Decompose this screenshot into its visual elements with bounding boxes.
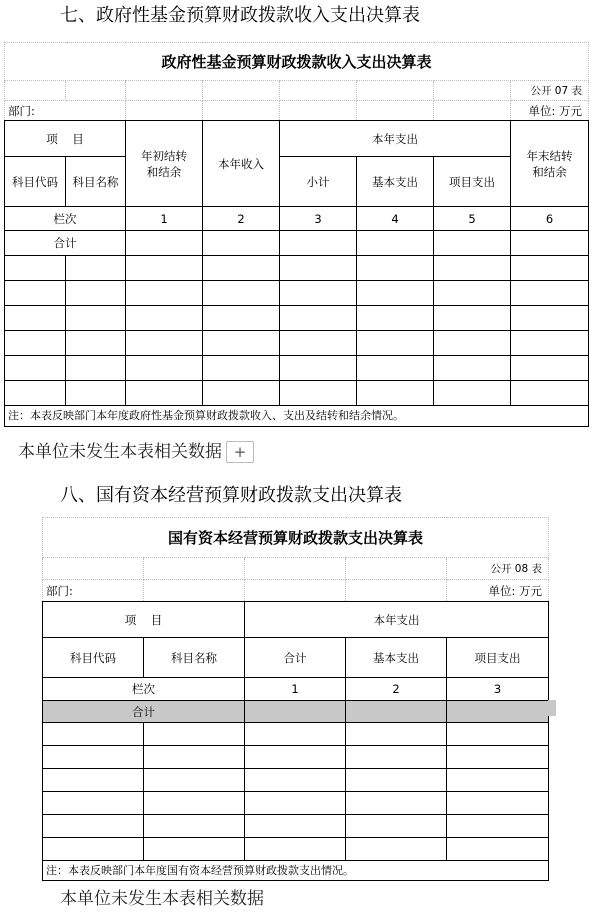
table-row xyxy=(5,381,589,406)
col-item: 项 目 xyxy=(5,121,126,157)
table-row xyxy=(43,838,549,861)
form-code: 公开 07 表 xyxy=(511,81,589,101)
col-begin-balance: 年初结转和结余 xyxy=(126,121,203,207)
table-row xyxy=(43,815,549,838)
col-item: 项 目 xyxy=(43,602,245,638)
dept-label: 部门: xyxy=(5,101,126,121)
section8-table-title: 国有资本经营预算财政拨款支出决算表 xyxy=(43,518,549,558)
unit-label: 单位: 万元 xyxy=(447,580,549,602)
unit-label: 单位: 万元 xyxy=(511,101,589,121)
col-code: 科目代码 xyxy=(43,638,144,678)
num-6: 6 xyxy=(511,207,589,231)
col-basic: 基本支出 xyxy=(357,157,434,207)
section8-table xyxy=(42,517,549,881)
table-row xyxy=(43,769,549,792)
table-row xyxy=(5,256,589,281)
table-row xyxy=(43,723,549,746)
gray-row-overflow xyxy=(548,700,556,716)
col-expense: 本年支出 xyxy=(245,602,549,638)
section7-footnote: 注：本表反映部门本年度政府性基金预算财政拨款收入、支出及结转和结余情况。 xyxy=(5,406,589,427)
col-project: 项目支出 xyxy=(434,157,511,207)
row-lanci: 栏次 xyxy=(5,207,126,231)
col-end-balance: 年末结转和结余 xyxy=(511,121,589,207)
col-name: 科目名称 xyxy=(66,157,126,207)
num-2: 2 xyxy=(346,678,447,701)
num-1: 1 xyxy=(245,678,346,701)
col-total: 合计 xyxy=(245,638,346,678)
col-project: 项目支出 xyxy=(447,638,549,678)
col-income: 本年收入 xyxy=(203,121,280,207)
dept-label: 部门: xyxy=(43,580,144,602)
table-row xyxy=(5,356,589,381)
table-row xyxy=(43,792,549,815)
table-row xyxy=(5,331,589,356)
plus-icon[interactable]: + xyxy=(226,441,254,463)
col-expense: 本年支出 xyxy=(280,121,511,157)
section7-no-data-note xyxy=(18,441,254,463)
section7-table-title: 政府性基金预算财政拨款收入支出决算表 xyxy=(5,43,589,81)
section7-heading: 七、政府性基金预算财政拨款收入支出决算表 xyxy=(60,5,420,26)
form-code: 公开 08 表 xyxy=(447,558,549,580)
table-row xyxy=(43,746,549,769)
num-3: 3 xyxy=(280,207,357,231)
row-total: 合计 xyxy=(43,701,245,723)
section7-table xyxy=(4,42,589,427)
col-subtotal: 小计 xyxy=(280,157,357,207)
no-data-text: 本单位未发生本表相关数据 xyxy=(18,442,222,462)
table-row xyxy=(5,281,589,306)
col-name: 科目名称 xyxy=(144,638,245,678)
row-total: 合计 xyxy=(5,231,126,256)
row-lanci: 栏次 xyxy=(43,678,245,701)
num-5: 5 xyxy=(434,207,511,231)
col-basic: 基本支出 xyxy=(346,638,447,678)
num-2: 2 xyxy=(203,207,280,231)
col-code: 科目代码 xyxy=(5,157,66,207)
section8-heading: 八、国有资本经营预算财政拨款支出决算表 xyxy=(60,485,402,506)
num-3: 3 xyxy=(447,678,549,701)
section8-no-data-note: 本单位未发生本表相关数据 xyxy=(60,889,264,909)
num-1: 1 xyxy=(126,207,203,231)
section8-footnote: 注：本表反映部门本年度国有资本经营预算财政拨款支出情况。 xyxy=(43,861,549,881)
table-row xyxy=(5,306,589,331)
num-4: 4 xyxy=(357,207,434,231)
